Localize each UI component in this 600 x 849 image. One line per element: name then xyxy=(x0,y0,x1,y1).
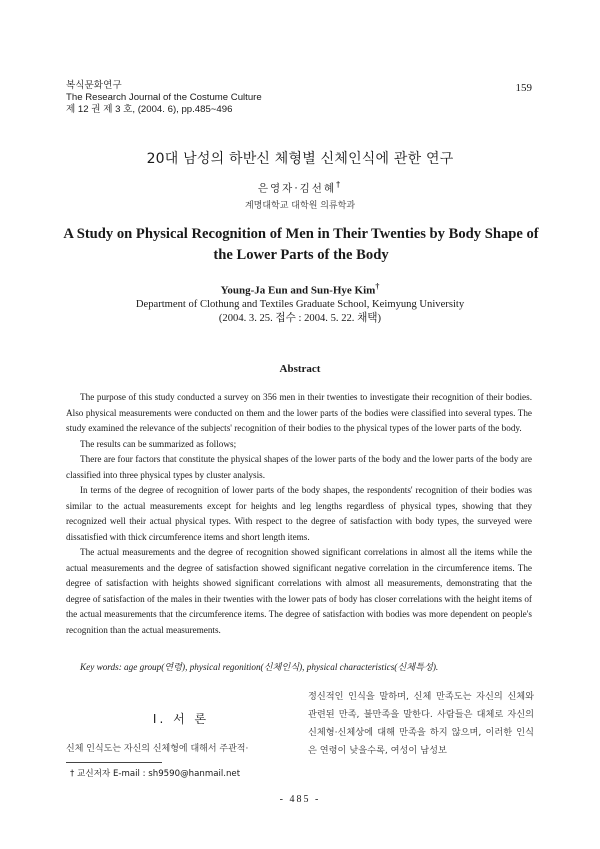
english-authors xyxy=(0,282,600,297)
corresponding-dagger-en: † xyxy=(375,282,380,291)
journal-header xyxy=(66,80,262,116)
english-author-names: Young-Ja Eun and Sun-Hye Kim xyxy=(220,284,376,297)
english-affiliation xyxy=(0,298,600,326)
footnote: † 교신저자 E-mail : sh9590@hanmail.net xyxy=(70,769,241,779)
journal-volume: 제 12 권 제 3 호, (2004. 6), pp.485~496 xyxy=(66,104,233,115)
journal-name-kr: 복식문화연구 xyxy=(66,80,122,91)
keywords: Key words: age group(연령), physical regonition(신체인식), physical characteristics(신체특성). xyxy=(80,662,439,672)
abstract-heading: Abstract xyxy=(279,363,321,375)
received-accepted-dates: (2004. 3. 25. 접수 : 2004. 5. 22. 채택) xyxy=(218,313,382,324)
intro-left-text: 신체 인식도는 자신의 신체형에 대해서 주관적· xyxy=(66,744,249,754)
journal-name-en: The Research Journal of the Costume Culture xyxy=(66,92,262,103)
korean-affiliation: 계명대학교 대학원 의류학과 xyxy=(244,201,356,211)
abstract-paragraph: In terms of the degree of recognition of lower parts of the body shapes, the respondents' recognition of their bodies was similar to the actual measurements except for heights and leg lengths regardless of physical types, showing that they recognized well their actual physical types. With respect to the degree of satisfaction with body types, the surveyed were dissatisfied with thick circumference items and short length items. xyxy=(66,485,532,542)
section-heading: Ⅰ. 서 론 xyxy=(152,712,210,726)
korean-title: 20대 남성의 하반신 체형별 신체인식에 관한 연구 xyxy=(146,151,454,167)
abstract-paragraph: The results can be summarized as follows; xyxy=(80,438,237,449)
corresponding-dagger-kr: † xyxy=(336,180,343,189)
page-number-top: 159 xyxy=(515,82,532,94)
department: Department of Clothung and Textiles Graduate School, Keimyung University xyxy=(135,299,465,310)
abstract-body xyxy=(66,390,532,638)
korean-author-names: 은영자·김선혜 xyxy=(257,182,337,195)
abstract-paragraph: There are four factors that constitute the physical shapes of the lower parts of the body and the lower parts of the body are classified into three physical types by cluster analysis. xyxy=(66,454,532,480)
abstract-paragraph: The actual measurements and the degree of recognition showed significant correlations in almost all the items while the actual measurements and the degree of satisfaction showed significant negative correlation in the circumference items. The degree of satisfaction with heights showed significant correlations with almost all measurements, demonstrating that the degree of satisfaction of the males in their twenties with the lower pats of body has closer correlations with the height items of the actual measurements that the circumference items. The degree of satisfaction with bodies was more dependent on people's recognition than the actual measurements. xyxy=(66,547,532,635)
page-number-bottom: - 485 - xyxy=(279,794,321,805)
abstract-paragraph: The purpose of this study conducted a survey on 356 men in their twenties to investigate their recognition of their bodies. Also physical measurements were conducted on them and the lower parts of the bodies were classified into several types. The study examined the relevance of the subjects' recognition of their bodies to the physical types of the lower parts of the body. xyxy=(66,392,532,433)
korean-authors xyxy=(0,180,600,196)
english-title: A Study on Physical Recognition of Men in Their Twenties by Body Shape of the Lower Parts of the Body xyxy=(63,226,539,263)
right-column: 정신적인 인식을 말하며, 신체 만족도는 자신의 신체와 관련된 만족, 불만족을 말한다. 사람들은 대체로 자신의 신체형·신체상에 대해 만족을 하지 않으며, 이러한 인식은 연령이 낮을수록, 여성이 남성보 xyxy=(308,691,534,756)
left-column xyxy=(66,690,296,754)
footnote-divider xyxy=(66,762,162,763)
